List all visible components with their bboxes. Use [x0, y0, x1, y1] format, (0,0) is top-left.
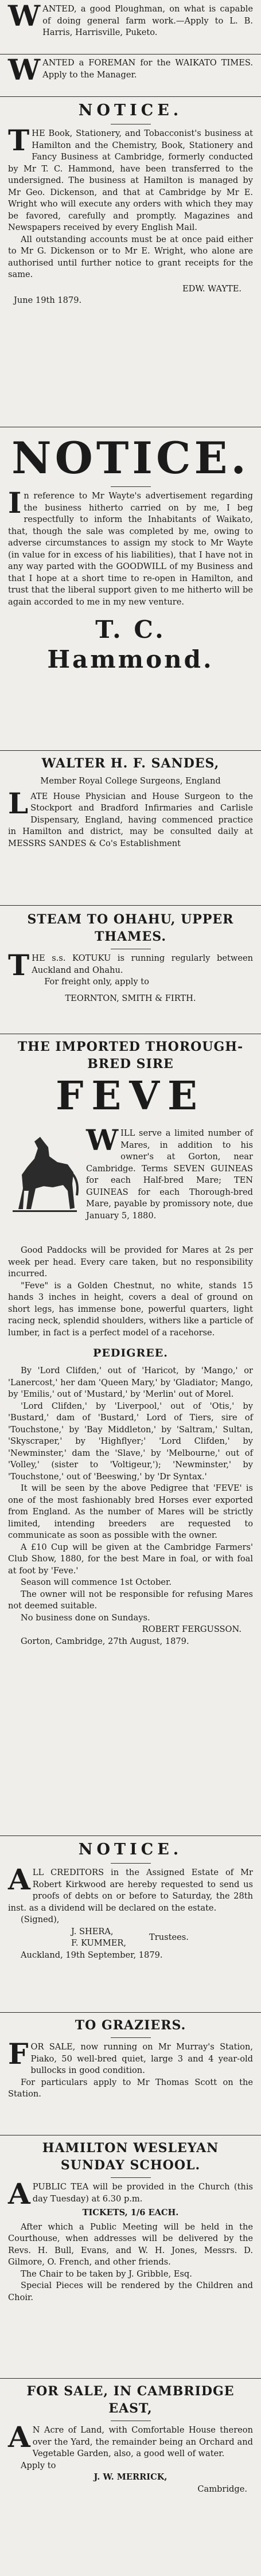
- notice-hammond: [8, 434, 253, 675]
- ad-sandes: [8, 755, 253, 849]
- ad-wesleyan-body-2: After which a Public Meeting will be held in the Courthouse, when addresses will be delivered by the Revs. H. Bull, Evans, and W. H. Jones, Messrs. D. Gilmore, O. French, and other friends.: [8, 2222, 253, 2267]
- ad-sandes-subtitle: Member Royal College Surgeons, England: [40, 776, 221, 786]
- divider: [0, 1835, 261, 1836]
- notice-trustees: [8, 1926, 253, 1950]
- notice-date: June 19th 1879.: [14, 295, 82, 305]
- notice-heading: NOTICE.: [11, 432, 250, 484]
- ad-feve-body-3: It will be seen by the above Pedigree that 'FEVE' is one of the most fashionably bred Horses ever exported from England. As the number of Mares will be strictly limited, intending breeders are requested to communicate as soon as possible with the owner.: [8, 1483, 253, 1540]
- ad-feve-extra: The owner will not be responsible for refusing Mares not deemed suitable.: [8, 1589, 253, 1611]
- notice-trustees-label: Trustees.: [149, 1932, 189, 1942]
- ad-graziers: [8, 2017, 253, 2100]
- notice-signature: EDW. WAYTE.: [182, 283, 241, 294]
- notice-creditors-body: ALL CREDITORS in the Assigned Estate of Mr Robert Kirkwood are hereby requested to send us proofs of debts on or before to Saturday, the 28th inst. as a dividend will be declared on the estate.: [8, 1862, 253, 1913]
- ad-steam-signature: TEORNTON, SMITH & FIRTH.: [65, 993, 196, 1003]
- ad-foreman-text: WANTED a FOREMAN for the WAIKATO TIMES. Apply to the Manager.: [8, 53, 253, 87]
- divider: [0, 2378, 261, 2379]
- ad-cambridge-place: Cambridge.: [197, 2484, 247, 2494]
- horse-illustration: [8, 1124, 81, 1226]
- notice-para-1: THE Book, Stationery, and Tobacconist's business at Hamilton and the Chemistry, Book, Stationery and Fancy Business at Cambridge, formerly conducted by Mr T. C. Hammond, have been transferred to the undersigned. The business at Hamilton is managed by Mr Geo. Dickenson, and that at Cambridge by Mr E. Wright who will execute any orders with which they may be favored, carefully and promptly. Magazines and Newspapers received by every English Mail.: [8, 123, 253, 232]
- notice-trustee-2: F. KUMMER,: [71, 1938, 126, 1948]
- divider: [111, 1863, 151, 1864]
- divider: [0, 2012, 261, 2013]
- divider: [111, 2177, 151, 2178]
- ad-feve-signature: ROBERT FERGUSSON.: [142, 1624, 241, 1634]
- ad-wesleyan: [8, 2139, 253, 2304]
- ad-steam-heading: STEAM TO OHAHU, UPPER THAMES.: [27, 912, 234, 944]
- ad-sandes-name: WALTER H. F. SANDES,: [41, 756, 220, 771]
- ad-feve-body-4: A £10 Cup will be given at the Cambridge Farmers' Club Show, 1880, for the best Mare in foal, or with foal at foot by 'Feve.': [8, 1542, 253, 1576]
- ad-feve-season: Season will commence 1st October.: [21, 1577, 172, 1587]
- ad-ploughman: [8, 0, 253, 39]
- notice-trustee-1: J. SHERA,: [71, 1926, 114, 1936]
- ad-cambridge-signature: J. W. MERRICK,: [94, 2472, 167, 2482]
- divider: [111, 2037, 151, 2038]
- ad-graziers-body: FOR SALE, now running on Mr Murray's Station, Piako, 50 well-bred quiet, large 3 and 4 year-old bullocks in good condition.: [8, 2037, 253, 2075]
- ad-graziers-apply: For particulars apply to Mr Thomas Scott on the Station.: [8, 2077, 253, 2099]
- ad-ploughman-text: WANTED, a good Ploughman, on what is capable of doing general farm work.—Apply to L. B. Harris, Harrisville, Puketo.: [8, 0, 253, 37]
- ad-feve-header: [8, 1038, 253, 1120]
- ad-feve-name: FEVE: [56, 1073, 205, 1119]
- ad-graziers-heading: TO GRAZIERS.: [75, 2018, 186, 2033]
- notice-para-2: All outstanding accounts must be at once paid either to Mr G. Dickenson or to Mr E. Wright, who alone are authorised until further notice to grant receipts for the same.: [8, 234, 253, 279]
- ad-steam-body: THE s.s. KOTUKU is running regularly between Auckland and Ohahu.: [8, 948, 253, 982]
- ad-cambridge-apply: Apply to: [21, 2460, 56, 2470]
- ad-feve-body-2: "Feve" is a Golden Chestnut, no white, stands 15 hands 3 inches in height, covers a deal of ground on short legs, has immense bone, powerful quarters, light racing neck, splendid shoulders, withers like a particle of lumber, in fact is a perfect model of a racehorse.: [8, 1280, 253, 1338]
- notice-heading: NOTICE.: [78, 102, 183, 119]
- notice-heading: NOTICE.: [78, 1841, 183, 1858]
- divider: [0, 905, 261, 906]
- ad-wesleyan-heading: HAMILTON WESLEYAN SUNDAY SCHOOL.: [42, 2141, 219, 2173]
- divider: [0, 750, 261, 751]
- ad-foreman: [8, 53, 253, 87]
- ad-feve-pedigree-2: 'Lord Clifden,' by 'Liverpool,' out of 'Otis,' by 'Bustard,' dam of 'Bustard,' Lord of Tiers, sire of 'Touchstone,' by 'Bay Middleton,' by 'Saltram,' Sultan, 'Skyscraper,' by 'Highflyer;' 'Lord Clifden,' by 'Newminster,' dam the 'Slave,' by 'Melbourne,' out of 'Volley,' (sister to 'Voltigeur,'); 'Newminster,' by 'Touchstone,' out of 'Beeswing,' by 'Dr Syntax.': [8, 1401, 253, 1482]
- ad-feve-heading: THE IMPORTED THOROUGH-BRED SIRE: [17, 1039, 244, 1071]
- notice-signature: T. C. Hammond.: [47, 615, 214, 673]
- ad-feve-pedigree-heading: PEDIGREE.: [93, 1347, 168, 1359]
- ad-wesleyan-chair: The Chair to be taken by J. Gribble, Esq.: [21, 2269, 192, 2279]
- ad-feve-intro-text: WILL serve a limited number of Mares, in addition to his owner's at Gorton, near Cambridge. Terms SEVEN GUINEAS for each Half-bred Mare; TEN GUINEAS for each Thorough-bred Mare, payable by promissory note, due January 5, 1880.: [86, 1123, 253, 1221]
- ad-cambridge-heading: FOR SALE, IN CAMBRIDGE EAST,: [26, 2384, 235, 2416]
- ad-feve-intro: [86, 1123, 253, 1222]
- notice-trustee-names: [71, 1926, 126, 1950]
- ad-cambridge: [8, 2383, 253, 2495]
- ad-steam: [8, 911, 253, 1004]
- divider: [0, 96, 261, 97]
- ad-feve-body-1: Good Paddocks will be provided for Mares at 2s per week per head. Every care taken, but no responsibility incurred.: [8, 1245, 253, 1279]
- notice-creditors-signed: (Signed),: [21, 1915, 60, 1924]
- divider: [111, 486, 151, 487]
- ad-feve-sunday: No business done on Sundays.: [21, 1612, 150, 1623]
- ad-feve-footer: Gorton, Cambridge, 27th August, 1879.: [21, 1636, 189, 1646]
- ad-steam-freight: For freight only, apply to: [44, 977, 149, 987]
- notice-bookstore: [8, 101, 253, 307]
- ad-cambridge-body: AN Acre of Land, with Comfortable House thereon over the Yard, the remainder being an Orchard and Vegetable Garden, also, a good well of water.: [8, 2420, 253, 2458]
- notice-creditors-date: Auckland, 19th September, 1879.: [21, 1950, 163, 1960]
- ad-feve-pedigree: By 'Lord Clifden,' out of 'Haricot, by 'Mango,' or 'Lanercost,' her dam 'Queen Mary,' by 'Gladiator; Mango, by 'Emilis,' out of 'Mustard,' by 'Merlin' out of Morel.: [8, 1366, 253, 1399]
- ad-feve-body: [8, 1245, 253, 1647]
- ad-wesleyan-body: APUBLIC TEA will be provided in the Church (this day Tuesday) at 6.30 p.m.: [8, 2177, 253, 2211]
- notice-body: In reference to Mr Wayte's advertisement regarding the business hitherto carried on by me, I beg respectfully to inform the Inhabitants of Waikato, that, though the sale was completed by me, owing to adverse circumstances to assign my stock to Mr Wayte (in value for in excess of his liabilities), that I have not in any way parted with the GOODWILL of my Business and that I hope at a short time to re-open in Hamilton, and trust that the liberal support given to me hitherto will be again accorded to me in my new venture.: [8, 486, 253, 607]
- ad-wesleyan-tickets: TICKETS, 1/6 EACH.: [82, 2208, 179, 2218]
- ad-sandes-body: LATE House Physician and House Surgeon to the Stockport and Bradford Infirmaries and Carlisle Dispensary, England, having commenced practice in Hamilton and district, may be consulted daily at MESSRS SANDES & Co's Establishment: [8, 786, 253, 848]
- ad-wesleyan-special: Special Pieces will be rendered by the Children and Choir.: [8, 2281, 253, 2302]
- notice-creditors: [8, 1840, 253, 1961]
